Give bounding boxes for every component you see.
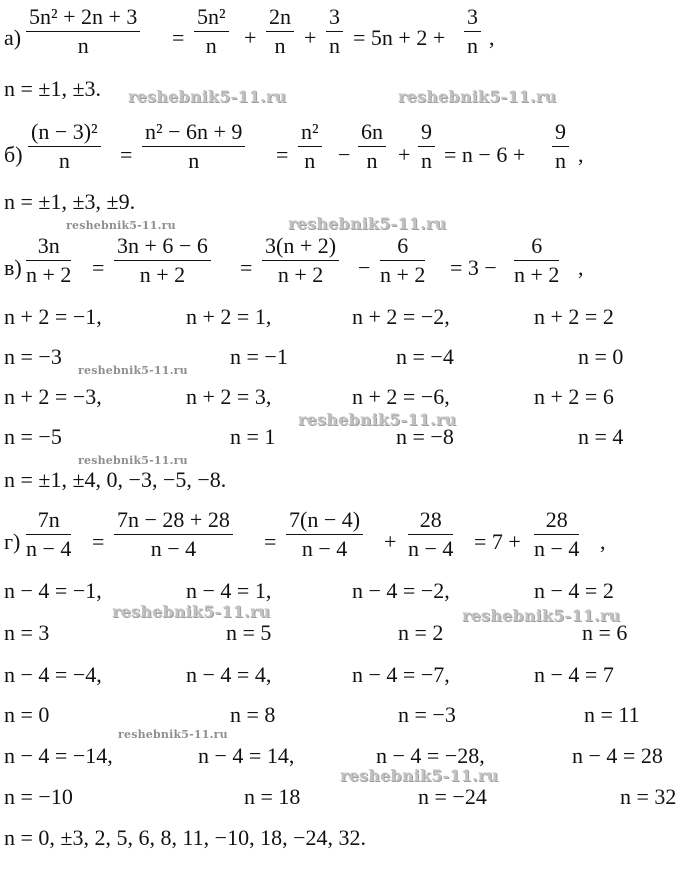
- fraction: [26, 6, 140, 57]
- equals: =: [120, 142, 133, 167]
- fraction: $\frac{7n - 28 + 28}{n - 4}$: [114, 509, 233, 560]
- eq-cell: n = 4: [578, 424, 624, 449]
- eq-cell: n = 0: [578, 344, 624, 369]
- plus: +: [384, 529, 397, 554]
- eq-cell: n − 4 = −28,: [376, 743, 485, 768]
- fraction: $\frac{3(n + 2)}{n + 2}$: [262, 235, 339, 286]
- plus: +: [304, 25, 317, 50]
- eq-cell: n = 1: [230, 424, 276, 449]
- fraction: $\frac{7(n - 4)}{n - 4}$: [286, 509, 363, 560]
- eq-cell: n + 2 = −6,: [352, 384, 450, 409]
- eq-cell: n = −1: [230, 344, 288, 369]
- eq-cell: n + 2 = 3,: [186, 384, 272, 409]
- eq-cell: n − 4 = 14,: [198, 743, 295, 768]
- eq-cell: n = 32: [620, 784, 677, 809]
- eq-cell: n = 3: [4, 620, 50, 645]
- eq-cell: n = 6: [582, 620, 628, 645]
- eq-cell: n = −8: [396, 424, 454, 449]
- eq-cell: n = 18: [244, 784, 301, 809]
- eq-cell: n = −5: [4, 424, 62, 449]
- watermark: reshebnik5-11.ru: [66, 219, 176, 232]
- answer-v: n = ±1, ±4, 0, −3, −5, −8.: [4, 467, 227, 492]
- fraction: $\frac{\text{(n − 3)²}}{n}$: [28, 121, 101, 172]
- eq-cell: n = −3: [398, 702, 456, 727]
- watermark: reshebnik5-11.ru: [78, 364, 188, 377]
- label-a: а): [4, 25, 22, 50]
- fraction: $\frac{9}{n}$: [418, 121, 435, 172]
- fraction: $\frac{28}{n - 4}$: [408, 507, 454, 561]
- equals: =: [172, 25, 185, 50]
- watermark: reshebnik5-11.ru: [112, 602, 271, 621]
- expression: = 3 −: [450, 255, 497, 280]
- eq-cell: n − 4 = 7: [534, 662, 614, 687]
- eq-cell: n − 4 = 28: [572, 743, 663, 768]
- eq-cell: n = 2: [398, 620, 444, 645]
- watermark: reshebnik5-11.ru: [128, 87, 287, 106]
- eq-cell: n + 2 = −2,: [352, 304, 450, 329]
- eq-cell: n + 2 = 2: [534, 304, 614, 329]
- equals: =: [92, 255, 105, 280]
- fraction: $\frac{\text{n² − 6n + 9}}{n}$: [142, 121, 245, 172]
- fraction: $\frac{9}{n}$: [552, 121, 569, 172]
- eq-cell: n + 2 = 1,: [186, 304, 272, 329]
- eq-cell: n − 4 = −7,: [352, 662, 450, 687]
- fraction: $\frac{28}{n - 4}$: [534, 507, 580, 561]
- watermark: reshebnik5-11.ru: [462, 606, 621, 625]
- label-v: в): [4, 255, 22, 280]
- fraction: $\frac{3}{n}$: [464, 6, 481, 57]
- equals: =: [264, 529, 277, 554]
- eq-cell: n + 2 = 6: [534, 384, 614, 409]
- eq-cell: n = 8: [230, 702, 276, 727]
- fraction: $\frac{6}{n + 2}$: [514, 233, 560, 287]
- eq-cell: n = 11: [584, 702, 640, 727]
- watermark: reshebnik5-11.ru: [288, 214, 447, 233]
- minus: −: [338, 142, 351, 167]
- label-b: б): [4, 142, 23, 167]
- fraction: $\frac{6}{n + 2}$: [380, 233, 426, 287]
- plus: +: [398, 142, 411, 167]
- eq-cell: n = −10: [4, 784, 73, 809]
- fraction: $\frac{3n}{n + 2}$: [26, 233, 72, 287]
- eq-cell: n − 4 = 1,: [186, 578, 272, 603]
- eq-cell: n = 5: [226, 620, 272, 645]
- watermark: reshebnik5-11.ru: [298, 410, 457, 429]
- expression: = 7 +: [474, 529, 521, 554]
- fraction: $\frac{\text{n²}}{n}$: [298, 121, 322, 172]
- answer-b: n = ±1, ±3, ±9.: [4, 189, 136, 214]
- eq-cell: n = −24: [418, 784, 487, 809]
- answer-g: n = 0, ±3, 2, 5, 6, 8, 11, −10, 18, −24, 32.: [4, 825, 366, 850]
- fraction: $\frac{\text{5n²}}{n}$: [194, 6, 229, 57]
- equals: =: [276, 142, 289, 167]
- plus: +: [244, 25, 257, 50]
- expression: = n − 6 +: [444, 142, 526, 167]
- eq-cell: n = −4: [396, 344, 454, 369]
- minus: −: [358, 255, 371, 280]
- watermark: reshebnik5-11.ru: [398, 87, 557, 106]
- watermark: reshebnik5-11.ru: [340, 766, 499, 785]
- label-g: г): [4, 529, 21, 554]
- eq-cell: n − 4 = −14,: [4, 743, 113, 768]
- eq-cell: n − 4 = 2: [534, 578, 614, 603]
- expression: = 5n + 2 +: [353, 25, 446, 50]
- eq-cell: n − 4 = −1,: [4, 578, 102, 603]
- fraction: $\frac{2n}{n}$: [266, 6, 294, 57]
- answer-a: n = ±1, ±3.: [4, 76, 102, 101]
- fraction: $\frac{7n}{n - 4}$: [26, 507, 72, 561]
- equals: =: [92, 529, 105, 554]
- eq-cell: n − 4 = −4,: [4, 662, 102, 687]
- watermark: reshebnik5-11.ru: [78, 454, 188, 467]
- watermark: reshebnik5-11.ru: [118, 728, 228, 741]
- eq-cell: n = 0: [4, 702, 50, 727]
- equals: =: [240, 255, 253, 280]
- numerator: 5n² + 2n + 3: [26, 6, 140, 32]
- eq-cell: n + 2 = −3,: [4, 384, 102, 409]
- fraction: $\frac{3}{n}$: [326, 6, 343, 57]
- fraction: $\frac{6n}{n}$: [358, 121, 386, 172]
- eq-cell: n − 4 = −2,: [352, 578, 450, 603]
- eq-cell: n = −3: [4, 344, 62, 369]
- eq-cell: n + 2 = −1,: [4, 304, 102, 329]
- fraction: $\frac{3n + 6 - 6}{n + 2}$: [114, 235, 211, 286]
- denominator: n: [77, 33, 89, 58]
- eq-cell: n − 4 = 4,: [186, 662, 272, 687]
